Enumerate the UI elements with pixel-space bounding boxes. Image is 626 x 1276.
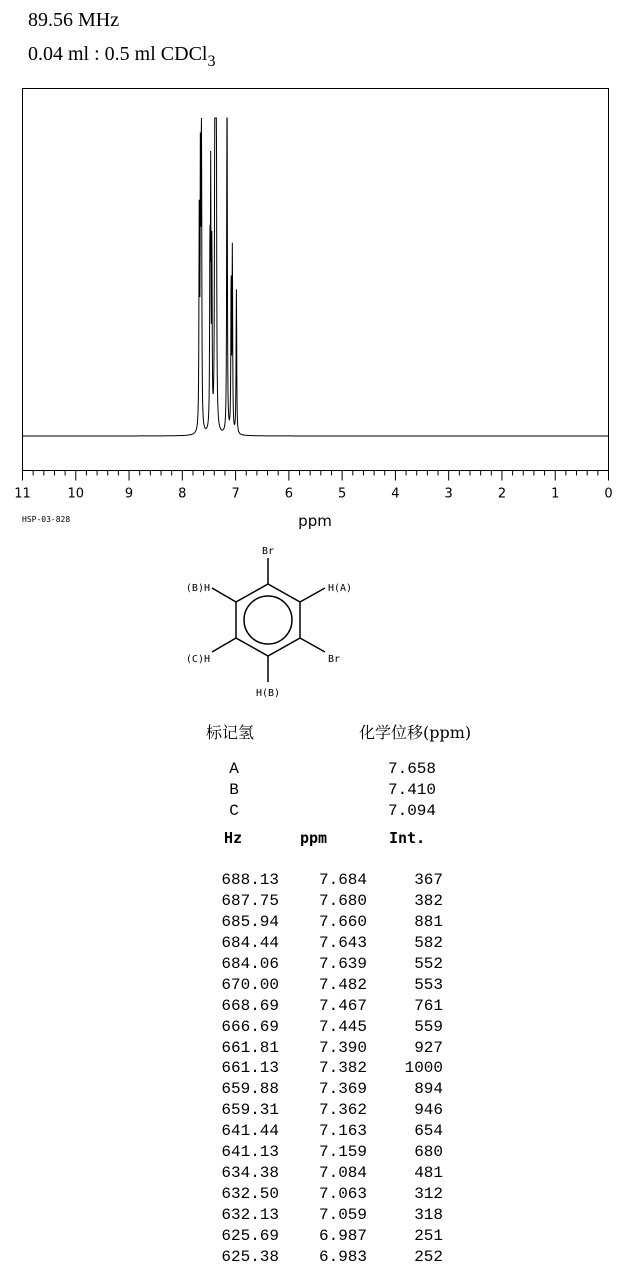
table-row xyxy=(0,1079,626,1100)
assignment-label-header: 标记氢 xyxy=(206,723,255,742)
x-tick-label: 1 xyxy=(551,486,560,502)
x-axis-label: ppm xyxy=(298,512,332,530)
sample-description xyxy=(28,43,215,71)
table-row xyxy=(0,1247,626,1268)
peak-hz: 625.38 xyxy=(221,1247,279,1266)
peak-hz: 666.69 xyxy=(221,1017,279,1036)
bond-lower-right xyxy=(300,638,325,652)
peak-ppm: 7.467 xyxy=(318,996,367,1015)
peak-ppm: 7.680 xyxy=(318,891,367,910)
peak-ppm: 7.660 xyxy=(318,912,367,931)
peak-ppm: 7.362 xyxy=(318,1101,367,1120)
peak-ppm: 7.063 xyxy=(318,1185,367,1204)
peak-ppm: 7.163 xyxy=(318,1122,367,1141)
peak-ppm: 7.643 xyxy=(318,933,367,952)
peak-hz: 659.88 xyxy=(221,1080,279,1099)
spectrum-trace xyxy=(23,118,609,436)
peak-hz: 634.38 xyxy=(221,1164,279,1183)
peak-table-hz-header: Hz xyxy=(224,829,243,847)
table-row xyxy=(0,933,626,954)
table-row xyxy=(0,975,626,996)
peak-ppm: 7.684 xyxy=(318,871,367,889)
table-row xyxy=(0,1121,626,1142)
table-row xyxy=(0,1017,626,1038)
table-row xyxy=(0,912,626,933)
peak-intensity: 251 xyxy=(414,1226,443,1245)
peak-ppm: 7.084 xyxy=(318,1164,367,1183)
sample-ratio: 0.04 ml : 0.5 ml CDCl xyxy=(28,43,208,65)
nmr-spectrum-chart xyxy=(0,80,626,540)
table-row xyxy=(0,1142,626,1163)
peak-intensity: 312 xyxy=(414,1185,443,1204)
peak-hz: 687.75 xyxy=(221,891,279,910)
peak-intensity: 559 xyxy=(414,1017,443,1036)
table-row xyxy=(0,996,626,1017)
peak-hz: 641.44 xyxy=(221,1122,279,1141)
peak-ppm: 7.482 xyxy=(318,975,367,994)
assignment-label-a: A xyxy=(229,760,239,778)
peak-hz: 685.94 xyxy=(221,912,279,931)
bond-upper-left xyxy=(212,588,236,602)
peak-intensity: 582 xyxy=(414,933,443,952)
peak-hz: 661.81 xyxy=(221,1038,279,1057)
bond-lower-left xyxy=(212,638,236,652)
peak-ppm: 6.983 xyxy=(318,1247,367,1266)
peak-intensity: 318 xyxy=(414,1206,443,1224)
peak-ppm: 7.369 xyxy=(318,1080,367,1099)
x-tick-label: 11 xyxy=(14,486,31,502)
peak-ppm: 7.059 xyxy=(318,1206,367,1224)
label-h-c: (C)H xyxy=(185,654,210,665)
peak-ppm: 6.987 xyxy=(318,1226,367,1245)
peak-hz: 684.44 xyxy=(221,933,279,952)
x-tick-label: 5 xyxy=(337,486,347,502)
table-row xyxy=(0,1184,626,1205)
peak-intensity: 654 xyxy=(414,1122,443,1141)
x-tick-label: 0 xyxy=(604,486,613,502)
peak-intensity: 881 xyxy=(414,912,443,931)
peak-ppm: 7.639 xyxy=(318,954,367,973)
assignment-shift-b: 7.410 xyxy=(387,781,436,799)
peak-intensity: 552 xyxy=(414,954,443,973)
x-tick-label: 7 xyxy=(231,486,240,502)
table-row xyxy=(0,1100,626,1121)
label-h-a: H(A) xyxy=(328,583,353,594)
assignment-shift-a: 7.658 xyxy=(387,760,436,778)
peak-hz: 632.13 xyxy=(221,1206,279,1224)
table-row xyxy=(0,1205,626,1226)
peak-intensity: 761 xyxy=(414,996,443,1015)
table-row xyxy=(0,1163,626,1184)
x-tick-label: 9 xyxy=(124,486,134,502)
ring-hexagon xyxy=(236,584,300,656)
table-row xyxy=(0,870,626,891)
aromatic-circle xyxy=(244,596,292,644)
table-row xyxy=(0,1226,626,1247)
x-tick-label: 8 xyxy=(178,486,187,502)
x-tick-label: 4 xyxy=(391,486,400,502)
x-tick-label: 10 xyxy=(67,486,85,502)
molecule-structure xyxy=(160,540,390,710)
peak-intensity: 252 xyxy=(414,1247,443,1266)
peak-hz: 632.50 xyxy=(221,1185,279,1204)
assignment-label-c: C xyxy=(229,802,239,820)
peak-hz: 641.13 xyxy=(221,1143,279,1162)
label-br-top: Br xyxy=(261,546,275,557)
peak-intensity: 927 xyxy=(414,1038,443,1057)
label-br-right: Br xyxy=(328,654,341,665)
table-row xyxy=(0,891,626,912)
table-row xyxy=(0,1038,626,1059)
peak-ppm: 7.390 xyxy=(318,1038,367,1057)
peak-intensity: 1000 xyxy=(404,1059,443,1078)
plot-frame xyxy=(23,89,609,471)
label-h-b-left: (B)H xyxy=(185,583,210,594)
x-tick-label: 3 xyxy=(444,486,453,502)
peak-intensity: 382 xyxy=(414,891,443,910)
peak-hz: 668.69 xyxy=(221,996,279,1015)
x-tick-label: 6 xyxy=(284,486,294,502)
sample-subscript: 3 xyxy=(207,53,216,70)
peak-intensity: 367 xyxy=(414,871,443,889)
tick-labels xyxy=(14,487,612,502)
peak-intensity: 894 xyxy=(414,1080,443,1099)
peak-ppm: 7.382 xyxy=(318,1059,367,1078)
assignment-label-b: B xyxy=(229,781,239,799)
peak-intensity: 680 xyxy=(414,1143,443,1162)
peak-hz: 688.13 xyxy=(221,871,279,889)
peak-hz: 684.06 xyxy=(221,954,279,973)
minor-ticks xyxy=(33,471,598,476)
spectrum-code: HSP-03-828 xyxy=(22,515,71,524)
peak-hz: 659.31 xyxy=(221,1101,279,1120)
peak-intensity: 481 xyxy=(414,1164,443,1183)
peak-hz: 625.69 xyxy=(221,1226,279,1245)
peak-table-ppm-header: ppm xyxy=(300,829,328,847)
peak-ppm: 7.445 xyxy=(318,1017,367,1036)
peak-hz: 670.00 xyxy=(221,975,279,994)
assignment-shift-header: 化学位移(ppm) xyxy=(359,723,472,742)
benzene-ring xyxy=(212,558,325,682)
table-row xyxy=(0,1058,626,1079)
major-ticks xyxy=(23,471,609,481)
table-row xyxy=(0,954,626,975)
spectrometer-frequency: 89.56 MHz xyxy=(28,9,120,31)
assignment-shift-c: 7.094 xyxy=(387,802,436,820)
peak-hz: 661.13 xyxy=(221,1059,279,1078)
peak-ppm: 7.159 xyxy=(318,1143,367,1162)
peak-table xyxy=(0,870,626,1268)
peak-intensity: 553 xyxy=(414,975,443,994)
bond-upper-right xyxy=(300,588,325,602)
label-h-b-bottom: H(B) xyxy=(255,688,281,699)
peak-table-int-header: Int. xyxy=(389,829,426,847)
x-tick-label: 2 xyxy=(497,486,507,502)
peak-intensity: 946 xyxy=(414,1101,443,1120)
